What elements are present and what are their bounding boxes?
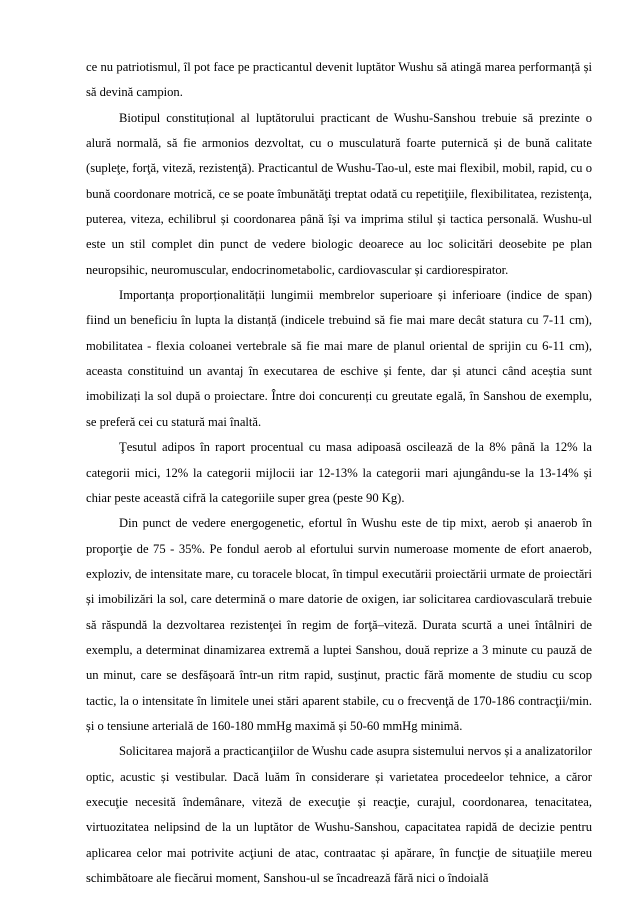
paragraph-energy-effort: Din punct de vedere energogenetic, efortul în Wushu este de tip mixt, aerob și anaerob în proporţie de 75 - 35%. Pe fondul aerob al efortului survin numeroase momente de efort anaerob, exploziv, de intensitate mare, cu toracele blocat, în timpul executării proiectării urmate de proiectări și imobilizări la sol, care determină o mare datorie de oxigen, iar solicitarea cardiovasculară trebuie să răspundă la dezvoltarea rezistenţei în regim de forţă–viteză. Durata scurtă a unei întâlniri de exemplu, a determinat dinamizarea extremă a luptei Sanshou, două reprize a 3 minute cu pauză de un minut, care se desfășoară într-un ritm rapid, susţinut, practic fără momente de studiu cu scop tactic, la o intensitate în limitele unei stări aparent stabile, cu o frecvenţă de 170-186 contracţii/min. și o tensiune arterială de 160-180 mmHg maximă și 50-60 mmHg minimă. (86, 516, 592, 733)
paragraph-continuation: ce nu patriotismul, îl pot face pe practicantul devenit luptător Wushu să atingă marea performanță și să devină campion. (86, 60, 592, 100)
paragraph-nervous-system: Solicitarea majoră a practicanţiilor de Wushu cade asupra sistemului nervos și a analizatorilor optic, acustic și vestibular. Dacă luăm în considerare și varietatea procedeelor tehnice, a căror execuţie necesită îndemânare, viteză de execuţie și reacţie, curajul, coordonarea, tenacitatea, virtuozitatea nelipsind de la un luptător de Wushu-Sanshou, capacitatea rapidă de decizie pentru aplicarea celor mai potrivite acţiuni de atac, contraatac și apărare, în funcţie de situaţiile mereu schimbătoare ale fiecărui moment, Sanshou-ul se încadrează fără nici o îndoială (86, 744, 592, 885)
document-page (86, 55, 592, 891)
paragraph-adipose-tissue: Ţesutul adipos în raport procentual cu masa adipoasă oscilează de la 8% până la 12% la categorii mici, 12% la categorii mijlocii iar 12-13% la categorii mari ajungându-se la 13-14% și chiar peste această cifră la categoriile super grea (peste 90 Kg). (86, 440, 592, 505)
paragraph-limb-proportions: Importanța proporționalității lungimii membrelor superioare și inferioare (indice de span) fiind un beneficiu în lupta la distanță (indicele trebuind să fie mai mare decât statura cu 7-11 cm), mobilitatea - flexia coloanei vertebrale să fie mai mare de planul oriental de sprijin cu 6-11 cm), aceasta constituind un avantaj în executarea de eschive și fente, dar și atunci când aceștia sunt imobilizați la sol după o proiectare. Între doi concurenți cu greutate egală, în Sanshou de exemplu, se preferă cei cu statură mai înaltă. (86, 288, 592, 429)
paragraph-biotype: Biotipul constituțional al luptătorului practicant de Wushu-Sanshou trebuie să prezinte o alură normală, să fie armonios dezvoltat, cu o musculatură foarte puternică și de bună calitate (supleţe, forţă, viteză, rezistenţă). Practicantul de Wushu-Tao-ul, este mai flexibil, mobil, rapid, cu o bună coordonare motrică, ce se poate îmbunătăţi treptat odată cu repetiţiile, flexibilitatea, rezistenţa, puterea, viteza, echilibrul și coordonarea până își va imprima stilul și tactica personală. Wushu-ul este un stil complet din punct de vedere biologic deoarece au loc solicitări deosebite pe plan neuropsihic, neuromuscular, endocrinometabolic, cardiovascular și cardiorespirator. (86, 110, 592, 277)
